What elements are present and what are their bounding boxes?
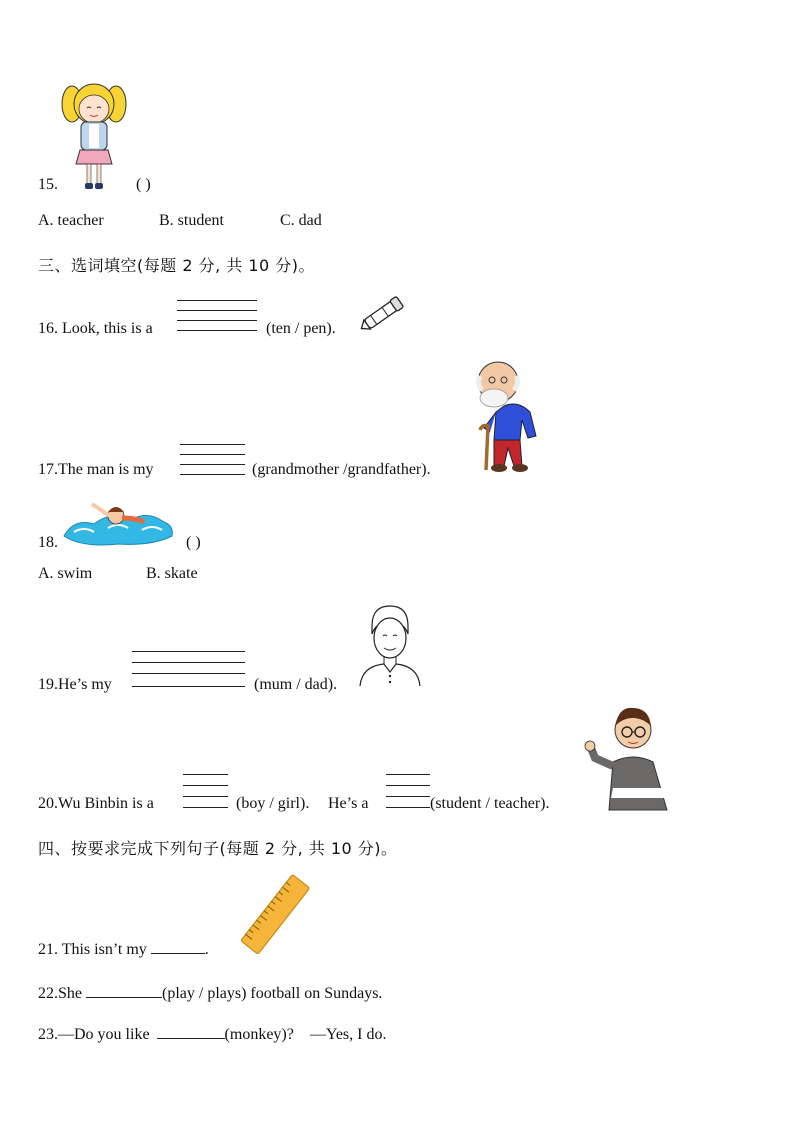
question-text: 16. Look, this is a <box>38 320 153 337</box>
answer-parentheses[interactable]: ( ) <box>186 534 201 551</box>
answer-lines[interactable] <box>386 774 430 808</box>
ruler-icon <box>238 873 314 957</box>
option-a: A. teacher <box>38 212 104 229</box>
answer-lines[interactable] <box>180 444 245 476</box>
answer-parentheses[interactable]: ( ) <box>136 176 151 193</box>
answer-lines[interactable] <box>177 300 257 334</box>
word-choices: (grandmother /grandfather). <box>252 461 431 478</box>
question-text: 23.—Do you like <box>38 1026 150 1043</box>
man-face-icon <box>356 604 424 688</box>
option-b: B. student <box>159 212 224 229</box>
option-b: B. skate <box>146 565 198 582</box>
pen-icon <box>356 292 410 336</box>
word-choices: (ten / pen). <box>266 320 336 337</box>
answer-blank[interactable] <box>86 983 162 998</box>
question-23 <box>38 1024 386 1044</box>
question-text: He’s a <box>328 795 369 812</box>
answer-blank[interactable] <box>151 939 205 954</box>
question-number: 18. <box>38 534 58 551</box>
answer-blank[interactable] <box>157 1024 225 1039</box>
answer-lines[interactable] <box>183 774 228 808</box>
option-a: A. swim <box>38 565 93 582</box>
boy-with-glasses-icon <box>583 706 671 812</box>
question-text: 17.The man is my <box>38 461 154 478</box>
question-21 <box>38 939 209 959</box>
question-number: 15. <box>38 176 58 193</box>
question-text: 21. This isn’t my <box>38 941 147 958</box>
question-text-end: (play / plays) football on Sundays. <box>162 985 383 1002</box>
section-title: 四、按要求完成下列句子(每题 2 分, 共 10 分)。 <box>38 839 398 858</box>
question-text: 19.He’s my <box>38 676 112 693</box>
question-text: 22.She <box>38 985 82 1002</box>
answer-lines[interactable] <box>132 651 245 687</box>
word-choices: (student / teacher). <box>430 795 550 812</box>
word-choices: (boy / girl). <box>236 795 310 812</box>
word-hint: (monkey)? <box>224 1026 294 1043</box>
swimming-girl-icon <box>62 496 174 552</box>
question-22 <box>38 983 382 1003</box>
reply-text: —Yes, I do. <box>309 1026 387 1043</box>
option-c: C. dad <box>280 212 322 229</box>
question-text: 20.Wu Binbin is a <box>38 795 154 812</box>
girl-icon <box>60 78 128 193</box>
grandfather-icon <box>466 354 548 476</box>
word-choices: (mum / dad). <box>254 676 338 693</box>
section-title: 三、选词填空(每题 2 分, 共 10 分)。 <box>38 256 316 275</box>
sentence-end: . <box>204 941 209 958</box>
